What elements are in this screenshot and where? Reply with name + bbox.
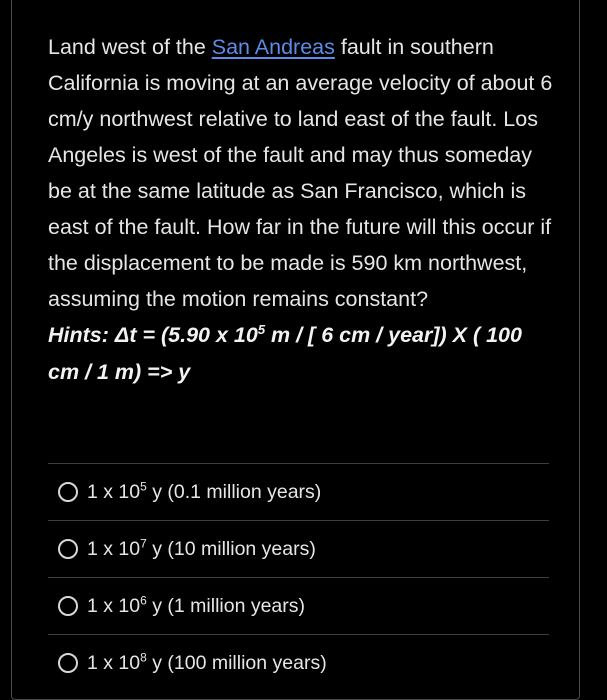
option-base: 1 x 10 bbox=[87, 537, 141, 560]
option-base: 1 x 10 bbox=[87, 480, 141, 503]
option-rest: y (1 million years) bbox=[146, 594, 306, 617]
answer-option-1[interactable] bbox=[48, 464, 549, 521]
option-rest: y (100 million years) bbox=[146, 651, 327, 674]
answer-option-3[interactable] bbox=[48, 578, 549, 635]
hint-part1: Hints: Δt = (5.90 x 10 bbox=[48, 323, 258, 347]
hint-text bbox=[48, 317, 558, 391]
radio-button-icon[interactable] bbox=[58, 482, 78, 502]
question-text bbox=[48, 29, 558, 391]
option-rest: y (0.1 million years) bbox=[146, 480, 322, 503]
option-base: 1 x 10 bbox=[87, 594, 141, 617]
san-andreas-link[interactable]: San Andreas bbox=[211, 35, 335, 59]
radio-button-icon[interactable] bbox=[58, 596, 78, 616]
option-rest: y (10 million years) bbox=[146, 537, 316, 560]
hint-part2: m / [ 6 cm / year]) X ( 100 cm / 1 m) => y bbox=[48, 323, 522, 384]
answer-option-label bbox=[87, 652, 327, 675]
answer-option-label bbox=[87, 595, 305, 618]
hint-exponent: 5 bbox=[257, 321, 266, 337]
radio-button-icon[interactable] bbox=[58, 539, 78, 559]
question-body bbox=[48, 29, 558, 317]
answer-option-label bbox=[87, 538, 316, 561]
answer-option-label bbox=[87, 481, 321, 504]
option-base: 1 x 10 bbox=[87, 651, 141, 674]
option-exponent: 7 bbox=[140, 536, 147, 550]
option-exponent: 6 bbox=[140, 593, 147, 607]
radio-button-icon[interactable] bbox=[58, 653, 78, 673]
option-exponent: 5 bbox=[140, 479, 147, 493]
question-text-rest: fault in southern California is moving at an average velocity of about 6 cm/y northwest relative to land east of the fault. Los Angeles is west of the fault and may thus someday be at the same latitude as San Francisco, which is east of the fault. How far in the future will this occur if the displacement to be made is 590 km northwest, assuming the motion remains constant? bbox=[48, 35, 553, 311]
option-exponent: 8 bbox=[140, 650, 147, 664]
question-text-start: Land west of the bbox=[48, 35, 212, 59]
answer-options bbox=[48, 463, 549, 691]
answer-option-2[interactable] bbox=[48, 521, 549, 578]
answer-option-4[interactable] bbox=[48, 635, 549, 691]
